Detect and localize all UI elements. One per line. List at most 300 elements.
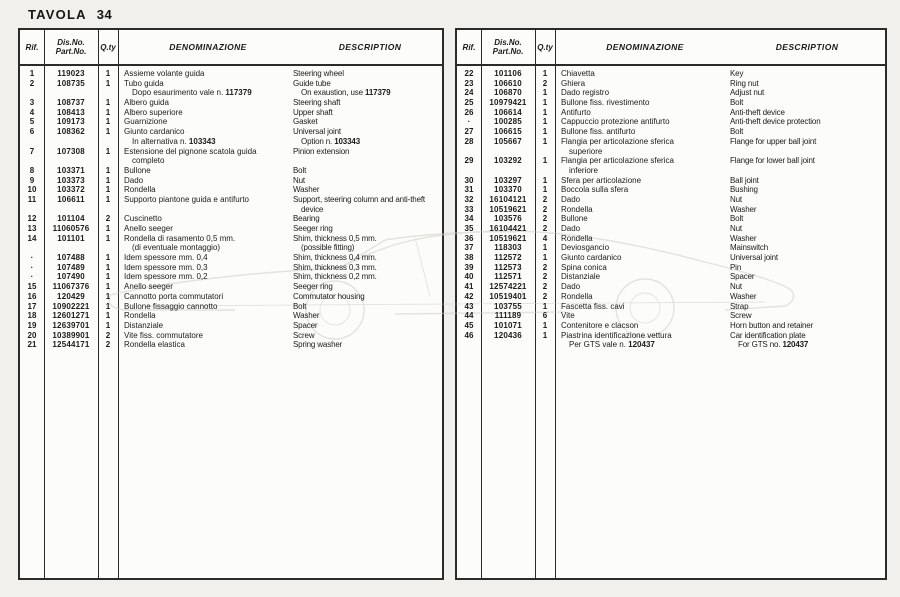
cell-rif: 44 [464,311,474,321]
cell-denominazione: Distanziale [561,272,601,282]
cell-part-number: 105667 [494,136,522,146]
cell-qty: 1 [105,233,111,243]
cell-description: Shim, thickness 0,2 mm. [293,272,377,282]
cell-rif: 40 [464,272,474,282]
cell-qty: 1 [542,253,548,263]
cell-denominazione: Ghiera [561,78,586,88]
cell-part-number: 103371 [57,165,85,175]
table-row [457,243,885,253]
cell-part-number: 103372 [57,185,85,195]
cell-rif: 34 [464,214,474,224]
cell-rif: 13 [27,224,37,233]
cell-denominazione: Bullone fissaggio cannotto [124,301,218,311]
cell-qty: 1 [105,262,111,272]
cell-description: Key [730,69,744,78]
cell-denominazione: Cuscinetto [124,214,162,224]
cell-denominazione: Idem spessore mm. 0,2 [124,272,208,282]
cell-description: Bushing [730,185,758,195]
cell-denom-desc [118,79,442,98]
cell-part-number: 120436 [494,330,522,340]
cell-part-number: 108735 [57,78,85,88]
cell-description: Washer [293,311,320,321]
cell-description: Washer [730,204,757,214]
cell-description: Guide tube On exaustion, use 117379 [293,78,391,98]
cell-rif: 24 [464,88,474,98]
cell-rif: 12 [27,214,37,224]
cell-part-number: 112573 [494,262,522,272]
cell-qty: 1 [105,146,111,156]
cell-denom-desc [118,195,442,214]
cell-description: Ring nut [730,78,759,88]
table-row [457,282,885,292]
cell-denom-desc [118,147,442,166]
cell-part-number: 106610 [494,78,522,88]
cell-rif: 21 [27,340,37,350]
cell-qty: 2 [542,291,548,301]
cell-description: Upper shaft [293,107,333,117]
table-row [457,311,885,321]
cell-denominazione: Estensione del pignone scatola guida completo [124,146,257,166]
cell-denom-desc [118,117,442,127]
table-row [457,88,885,98]
table-row [457,69,885,79]
cell-denominazione: Rondella [124,311,156,321]
cell-denom-desc [555,117,885,127]
cell-denom-desc [118,69,442,79]
cell-denominazione: Vite fiss. commutatore [124,330,203,340]
cell-qty: 1 [542,127,548,137]
cell-denominazione: Spina conica [561,262,607,272]
cell-part-number: 101106 [494,69,522,78]
cell-description: Nut [730,194,742,204]
cell-qty: 1 [105,194,111,204]
cell-denom-desc [118,331,442,341]
cell-part-number: 101101 [57,233,85,243]
cell-rif: 8 [29,165,35,175]
cell-part-number: 12544171 [52,340,90,350]
cell-qty: 1 [542,330,548,340]
cell-rif: 9 [29,175,35,185]
cell-denominazione: Bullone fiss. rivestimento [561,98,650,108]
cell-denominazione: Giunto cardanico In alternativa n. 103343 [124,127,216,146]
table-row [20,263,442,273]
cell-description: Commutator housing [293,291,365,301]
page-title [28,7,112,22]
cell-description: Washer [730,291,757,301]
cell-qty: 1 [105,301,111,311]
cell-denominazione: Dado [561,224,581,233]
cell-qty: 1 [105,311,111,321]
cell-rif: 23 [464,78,474,88]
cell-denom-desc [118,302,442,312]
cell-denominazione: Dado [561,282,581,292]
cell-rif: 42 [464,291,474,301]
cell-part-number: 10389901 [52,330,90,340]
cell-part-number: 101104 [57,214,85,224]
table-row [20,292,442,302]
cell-part-number: 11067376 [52,282,90,292]
cell-denominazione: Flangia per articolazione sferica superiore [561,136,674,156]
column-header-part-number: Dis.No. Part.No. [492,38,524,56]
cell-qty: 1 [105,127,111,137]
cell-part-number: 108362 [57,127,85,137]
cell-denom-desc [555,321,885,331]
cell-description: Horn button and retainer [730,320,814,330]
table-row [20,224,442,234]
cell-description: Anti-theft device [730,107,785,117]
cell-description: Car identification plate For GTS no. 120437 [730,330,809,350]
cell-part-number: 10519621 [489,233,527,243]
cell-denominazione: Dado registro [561,88,610,98]
cell-denominazione: Contenitore e clacson [561,320,639,330]
table-row [457,331,885,350]
cell-rif: 32 [464,194,474,204]
cell-qty: 1 [542,156,548,166]
cell-denom-desc [118,321,442,331]
cell-part-number: 101071 [494,320,522,330]
cell-part-number: 16104421 [489,224,527,233]
cell-denominazione: Fascetta fiss. cavi [561,301,625,311]
cell-denom-desc [555,176,885,186]
cell-qty: 6 [542,311,548,321]
cell-denom-desc [555,185,885,195]
cell-part-number: 118303 [494,243,522,253]
cell-denom-desc [555,253,885,263]
cell-description: Steering shaft [293,98,341,108]
cell-rif: 18 [27,311,37,321]
cell-denom-desc [555,127,885,137]
cell-qty: 1 [105,69,111,78]
rows [457,66,885,350]
cell-qty: 2 [542,214,548,224]
table-row [20,79,442,98]
cell-part-number: 107490 [57,272,85,282]
parts-table-right [455,28,887,580]
cell-denominazione: Cannotto porta commutatori [124,291,224,301]
cell-part-number: 108737 [57,98,85,108]
cell-denom-desc [555,272,885,282]
cell-denom-desc [555,137,885,156]
cell-part-number: 109173 [57,117,85,127]
cell-rif: 14 [27,233,37,243]
cell-description: Flange for upper ball joint [730,136,817,146]
cell-rif: · [467,117,471,127]
cell-description: Shim, thickness 0,3 mm. [293,262,377,272]
cell-part-number: 11060576 [52,224,90,233]
cell-description: Washer [293,185,320,195]
cell-rif: 37 [464,243,474,253]
cell-denominazione: Guarnizione [124,117,168,127]
cell-qty: 1 [105,320,111,330]
cell-part-number: 106614 [494,107,522,117]
cell-rif: 19 [27,320,37,330]
table-row [20,302,442,312]
cell-rif: 20 [27,330,37,340]
cell-rif: 4 [29,107,35,117]
cell-qty: 2 [542,224,548,233]
table-row [457,185,885,195]
table-row [457,272,885,282]
cell-part-number: 103297 [494,175,522,185]
cell-part-number: 12574221 [489,282,527,292]
cell-part-number: 10902221 [52,301,90,311]
cell-qty: 1 [105,107,111,117]
cell-rif: 3 [29,98,35,108]
cell-rif: 26 [464,107,474,117]
table-row [457,195,885,205]
cell-rif: 41 [464,282,474,292]
cell-denom-desc [555,282,885,292]
cell-rif: 16 [27,291,37,301]
cell-part-number: 10979421 [489,98,527,108]
cell-rif: 27 [464,127,474,137]
cell-qty: 1 [105,98,111,108]
table-row [20,282,442,292]
cell-qty: 2 [105,214,111,224]
cell-qty: 1 [105,282,111,292]
cell-denominazione: Rondella elastica [124,340,185,350]
cell-rif: 35 [464,224,474,233]
cell-rif: · [30,253,34,263]
cell-description: Spacer [293,320,318,330]
cell-denominazione: Bullone fiss. antifurto [561,127,636,137]
cell-part-number: 107488 [57,253,85,263]
cell-rif: 17 [27,301,37,311]
cell-denom-desc [555,302,885,312]
cell-denominazione: Assieme volante guida [124,69,205,78]
cell-description: Seeger ring [293,224,333,233]
cell-description: Bolt [730,98,744,108]
cell-denominazione: Albero superiore [124,107,183,117]
cell-rif: 29 [464,156,474,166]
cell-qty: 1 [105,291,111,301]
table-row [20,253,442,263]
cell-denom-desc [118,263,442,273]
cell-rif: 45 [464,320,474,330]
page-title-number: 34 [96,7,113,22]
table-row [457,176,885,186]
cell-denom-desc [555,205,885,215]
cell-qty: 4 [542,233,548,243]
cell-description: Shim, thickness 0,4 mm. [293,253,377,263]
cell-part-number: 107489 [57,262,85,272]
page-title-word: TAVOLA [28,7,87,22]
table-row [457,156,885,175]
cell-denom-desc [555,195,885,205]
cell-denom-desc [555,79,885,89]
cell-denominazione: Antifurto [561,107,591,117]
column-header-qty: Q.ty [100,42,116,52]
parts-table-left [18,28,444,580]
cell-denominazione: Rondella [561,204,593,214]
cell-qty: 1 [542,175,548,185]
cell-qty: 1 [542,88,548,98]
table-row [457,108,885,118]
cell-denom-desc [555,88,885,98]
cell-description: Pin [730,262,742,272]
cell-denominazione: Vite [561,311,575,321]
table-row [20,127,442,146]
cell-rif: 7 [29,146,35,156]
cell-description: Spring washer [293,340,343,350]
cell-denominazione: Anello seeger [124,224,173,233]
cell-description: Pinion extension [293,146,350,156]
table-row [457,224,885,234]
cell-rif: 31 [464,185,474,195]
table-row [457,292,885,302]
cell-description: Spacer [730,272,755,282]
cell-qty: 1 [105,175,111,185]
column-header-description: DESCRIPTION [338,41,402,52]
cell-description: Shim, thickness 0,5 mm. (possible fitting) [293,233,377,253]
rows [20,66,442,350]
cell-qty: 2 [105,340,111,350]
cell-rif: 22 [464,69,474,78]
cell-denominazione: Bullone [124,165,151,175]
cell-qty: 1 [105,272,111,282]
cell-qty: 1 [105,165,111,175]
table-row [457,263,885,273]
cell-denom-desc [118,340,442,350]
cell-denominazione: Deviosgancio [561,243,610,253]
cell-description: Universal joint [730,253,778,263]
cell-denominazione: Giunto cardanico [561,253,622,263]
cell-denominazione: Bullone [561,214,588,224]
cell-description: Bolt [293,165,307,175]
cell-denom-desc [555,214,885,224]
cell-denominazione: Albero guida [124,98,169,108]
cell-description: Support, steering column and anti-theft device [293,194,426,214]
table-row [20,147,442,166]
table-row [20,117,442,127]
cell-part-number: 103576 [494,214,522,224]
cell-description: Nut [293,175,305,185]
cell-description: Nut [730,224,742,233]
cell-qty: 1 [105,117,111,127]
cell-denominazione: Distanziale [124,320,164,330]
table-row [457,253,885,263]
cell-denom-desc [118,108,442,118]
cell-rif: 38 [464,253,474,263]
cell-rif: 11 [27,194,37,204]
cell-denom-desc [118,98,442,108]
cell-denominazione: Rondella [561,291,593,301]
column-header-part-number: Dis.No. Part.No. [55,38,87,56]
column-header-rif: Rif. [25,42,39,52]
cell-qty: 2 [542,78,548,88]
cell-part-number: 103370 [494,185,522,195]
cell-denom-desc [555,69,885,79]
cell-description: Seeger ring [293,282,333,292]
column-header-denominazione: DENOMINAZIONE [169,41,247,52]
cell-part-number: 119023 [57,69,85,78]
table-row [457,321,885,331]
table-row [457,205,885,215]
cell-qty: 1 [542,243,548,253]
cell-denominazione: Cappuccio protezione antifurto [561,117,670,127]
cell-denom-desc [555,243,885,253]
cell-denominazione: Chiavetta [561,69,595,78]
table-row [20,214,442,224]
cell-part-number: 106615 [494,127,522,137]
cell-description: Gasket [293,117,318,127]
cell-description: Ball joint [730,175,759,185]
cell-description: Strap [730,301,749,311]
cell-denominazione: Rondella [561,233,593,243]
cell-rif: 30 [464,175,474,185]
cell-qty: 1 [542,320,548,330]
cell-denominazione: Boccola sulla sfera [561,185,629,195]
table-row [457,98,885,108]
table-row [20,185,442,195]
cell-part-number: 106870 [494,88,522,98]
table-row [20,321,442,331]
cell-rif: 1 [29,69,35,78]
cell-qty: 1 [105,224,111,233]
cell-denominazione: Sfera per articolazione [561,175,642,185]
table-row [20,108,442,118]
column-header-rif: Rif. [462,42,476,52]
cell-denominazione: Anello seeger [124,282,173,292]
cell-denominazione: Piastrina identificazione vettura Per GTS vale n. 120437 [561,330,672,350]
cell-rif: 10 [27,185,37,195]
cell-denom-desc [555,263,885,273]
cell-denom-desc [118,224,442,234]
cell-qty: 1 [105,253,111,263]
cell-qty: 1 [105,78,111,88]
column-header-qty: Q.ty [537,42,553,52]
table-row [457,117,885,127]
table-row [20,272,442,282]
table-row [20,311,442,321]
cell-part-number: 12601271 [52,311,90,321]
cell-denom-desc [555,234,885,244]
cell-qty: 2 [542,282,548,292]
cell-part-number: 107308 [57,146,85,156]
cell-description: Bolt [730,127,744,137]
cell-description: Flange for lower ball joint [730,156,815,166]
cell-denom-desc [555,331,885,350]
cell-rif: · [30,262,34,272]
table-row [20,195,442,214]
cell-qty: 2 [542,194,548,204]
cell-part-number: 108413 [57,107,85,117]
cell-description: Washer [730,233,757,243]
cell-rif: 15 [27,282,37,292]
cell-description: Screw [730,311,752,321]
cell-rif: 39 [464,262,474,272]
cell-qty: 1 [542,301,548,311]
cell-denominazione: Idem spessore mm. 0,4 [124,253,208,263]
cell-description: Adjust nut [730,88,765,98]
cell-rif: 25 [464,98,474,108]
cell-part-number: 106611 [57,194,85,204]
cell-description: Bolt [730,214,744,224]
cell-description: Steering wheel [293,69,344,78]
cell-part-number: 112571 [494,272,522,282]
table-row [20,98,442,108]
cell-part-number: 103373 [57,175,85,185]
cell-denominazione: Supporto piantone guida e antifurto [124,194,249,204]
cell-description: Bearing [293,214,320,224]
cell-denom-desc [118,185,442,195]
table-row [457,137,885,156]
cell-rif: 46 [464,330,474,340]
cell-qty: 1 [542,69,548,78]
cell-description: Anti-theft device protection [730,117,821,127]
cell-denom-desc [118,272,442,282]
cell-part-number: 10519621 [489,204,527,214]
